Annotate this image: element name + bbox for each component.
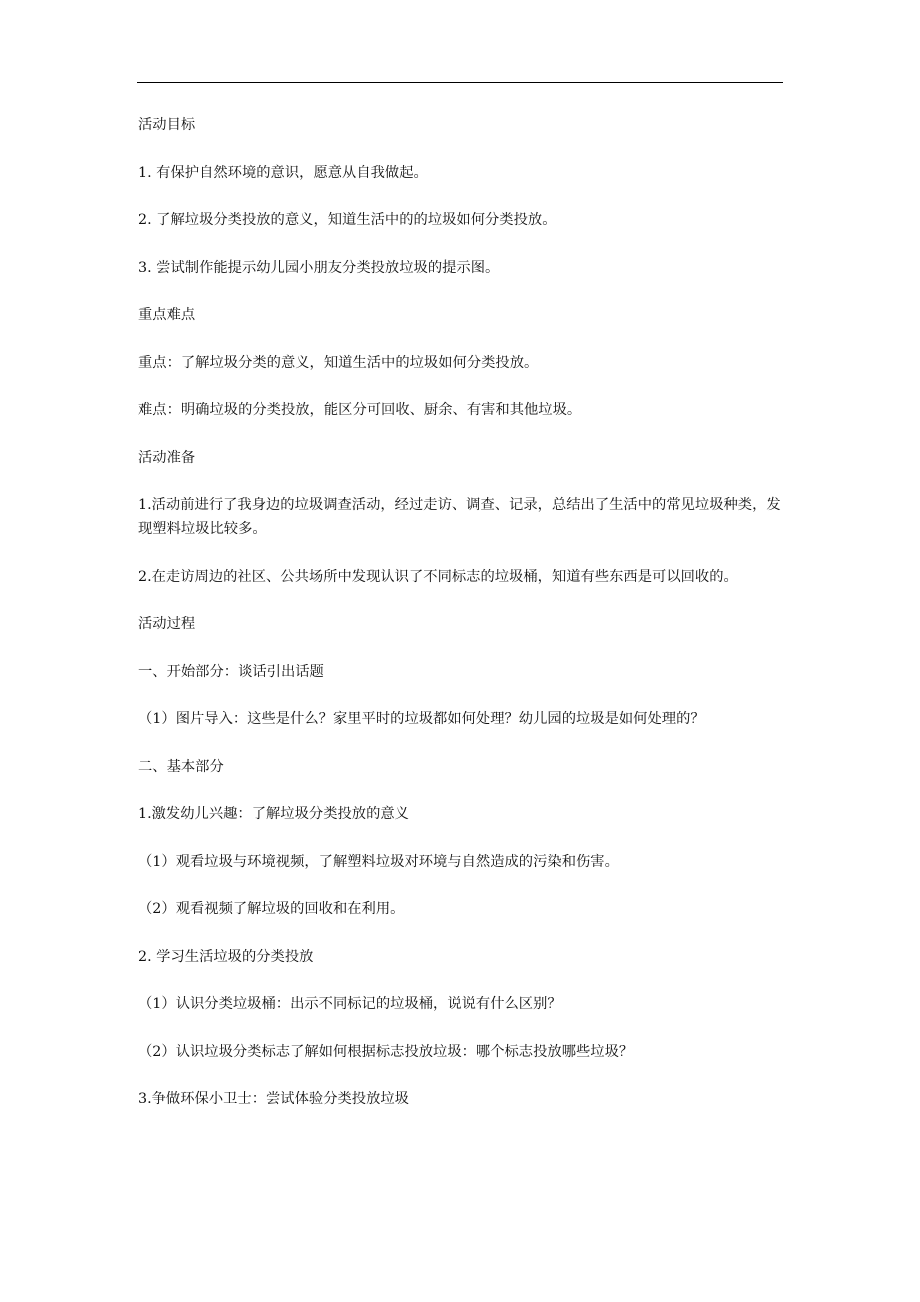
- section-heading-process: 活动过程: [138, 616, 196, 632]
- preparation-item-2: 2.在走访周边的社区、公共场所中发现认识了不同标志的垃圾桶，知道有些东西是可以回收的。: [138, 568, 738, 585]
- goal-item-2: 2. 了解垃圾分类投放的意义，知道生活中的的垃圾如何分类投放。: [138, 212, 557, 228]
- preparation-item-1: 1.活动前进行了我身边的垃圾调查活动，经过走访、调查、记录，总结出了生活中的常见垃圾种类，发现塑料垃圾比较多。: [138, 497, 781, 537]
- process-step-2-heading: 2. 学习生活垃圾的分类投放: [138, 948, 314, 965]
- section-heading-preparation: 活动准备: [138, 449, 196, 466]
- process-step-1-item-1: （1）观看垃圾与环境视频，了解塑料垃圾对环境与自然造成的污染和伤害。: [138, 853, 619, 870]
- process-step-3-heading: 3.争做环保小卫士：尝试体验分类投放垃圾: [138, 1091, 409, 1107]
- process-part-2-heading: 二、基本部分: [138, 758, 224, 775]
- section-heading-key-points: 重点难点: [138, 307, 196, 323]
- key-point: 重点：了解垃圾分类的意义，知道生活中的垃圾如何分类投放。: [138, 354, 539, 371]
- document-body: [138, 113, 783, 1111]
- goal-item-1: 1. 有保护自然环境的意识，愿意从自我做起。: [138, 164, 428, 181]
- section-heading-goals: 活动目标: [138, 117, 196, 133]
- process-step-2-item-2: （2）认识垃圾分类标志了解如何根据标志投放垃圾：哪个标志投放哪些垃圾？: [138, 1043, 634, 1060]
- process-step-1-heading: 1.激发幼儿兴趣：了解垃圾分类投放的意义: [138, 806, 409, 822]
- process-part-1-heading: 一、开始部分：谈话引出话题: [138, 663, 324, 680]
- goal-item-3: 3. 尝试制作能提示幼儿园小朋友分类投放垃圾的提示图。: [138, 259, 500, 276]
- header-rule: [137, 82, 783, 83]
- process-step-1-item-2: （2）观看视频了解垃圾的回收和在利用。: [138, 901, 405, 917]
- difficult-point: 难点：明确垃圾的分类投放，能区分可回收、厨余、有害和其他垃圾。: [138, 402, 582, 418]
- process-step-2-item-1: （1）认识分类垃圾桶：出示不同标记的垃圾桶，说说有什么区别？: [138, 996, 562, 1012]
- process-part-1-item-1: （1）图片导入：这些是什么？家里平时的垃圾都如何处理？幼儿园的垃圾是如何处理的？: [138, 711, 705, 727]
